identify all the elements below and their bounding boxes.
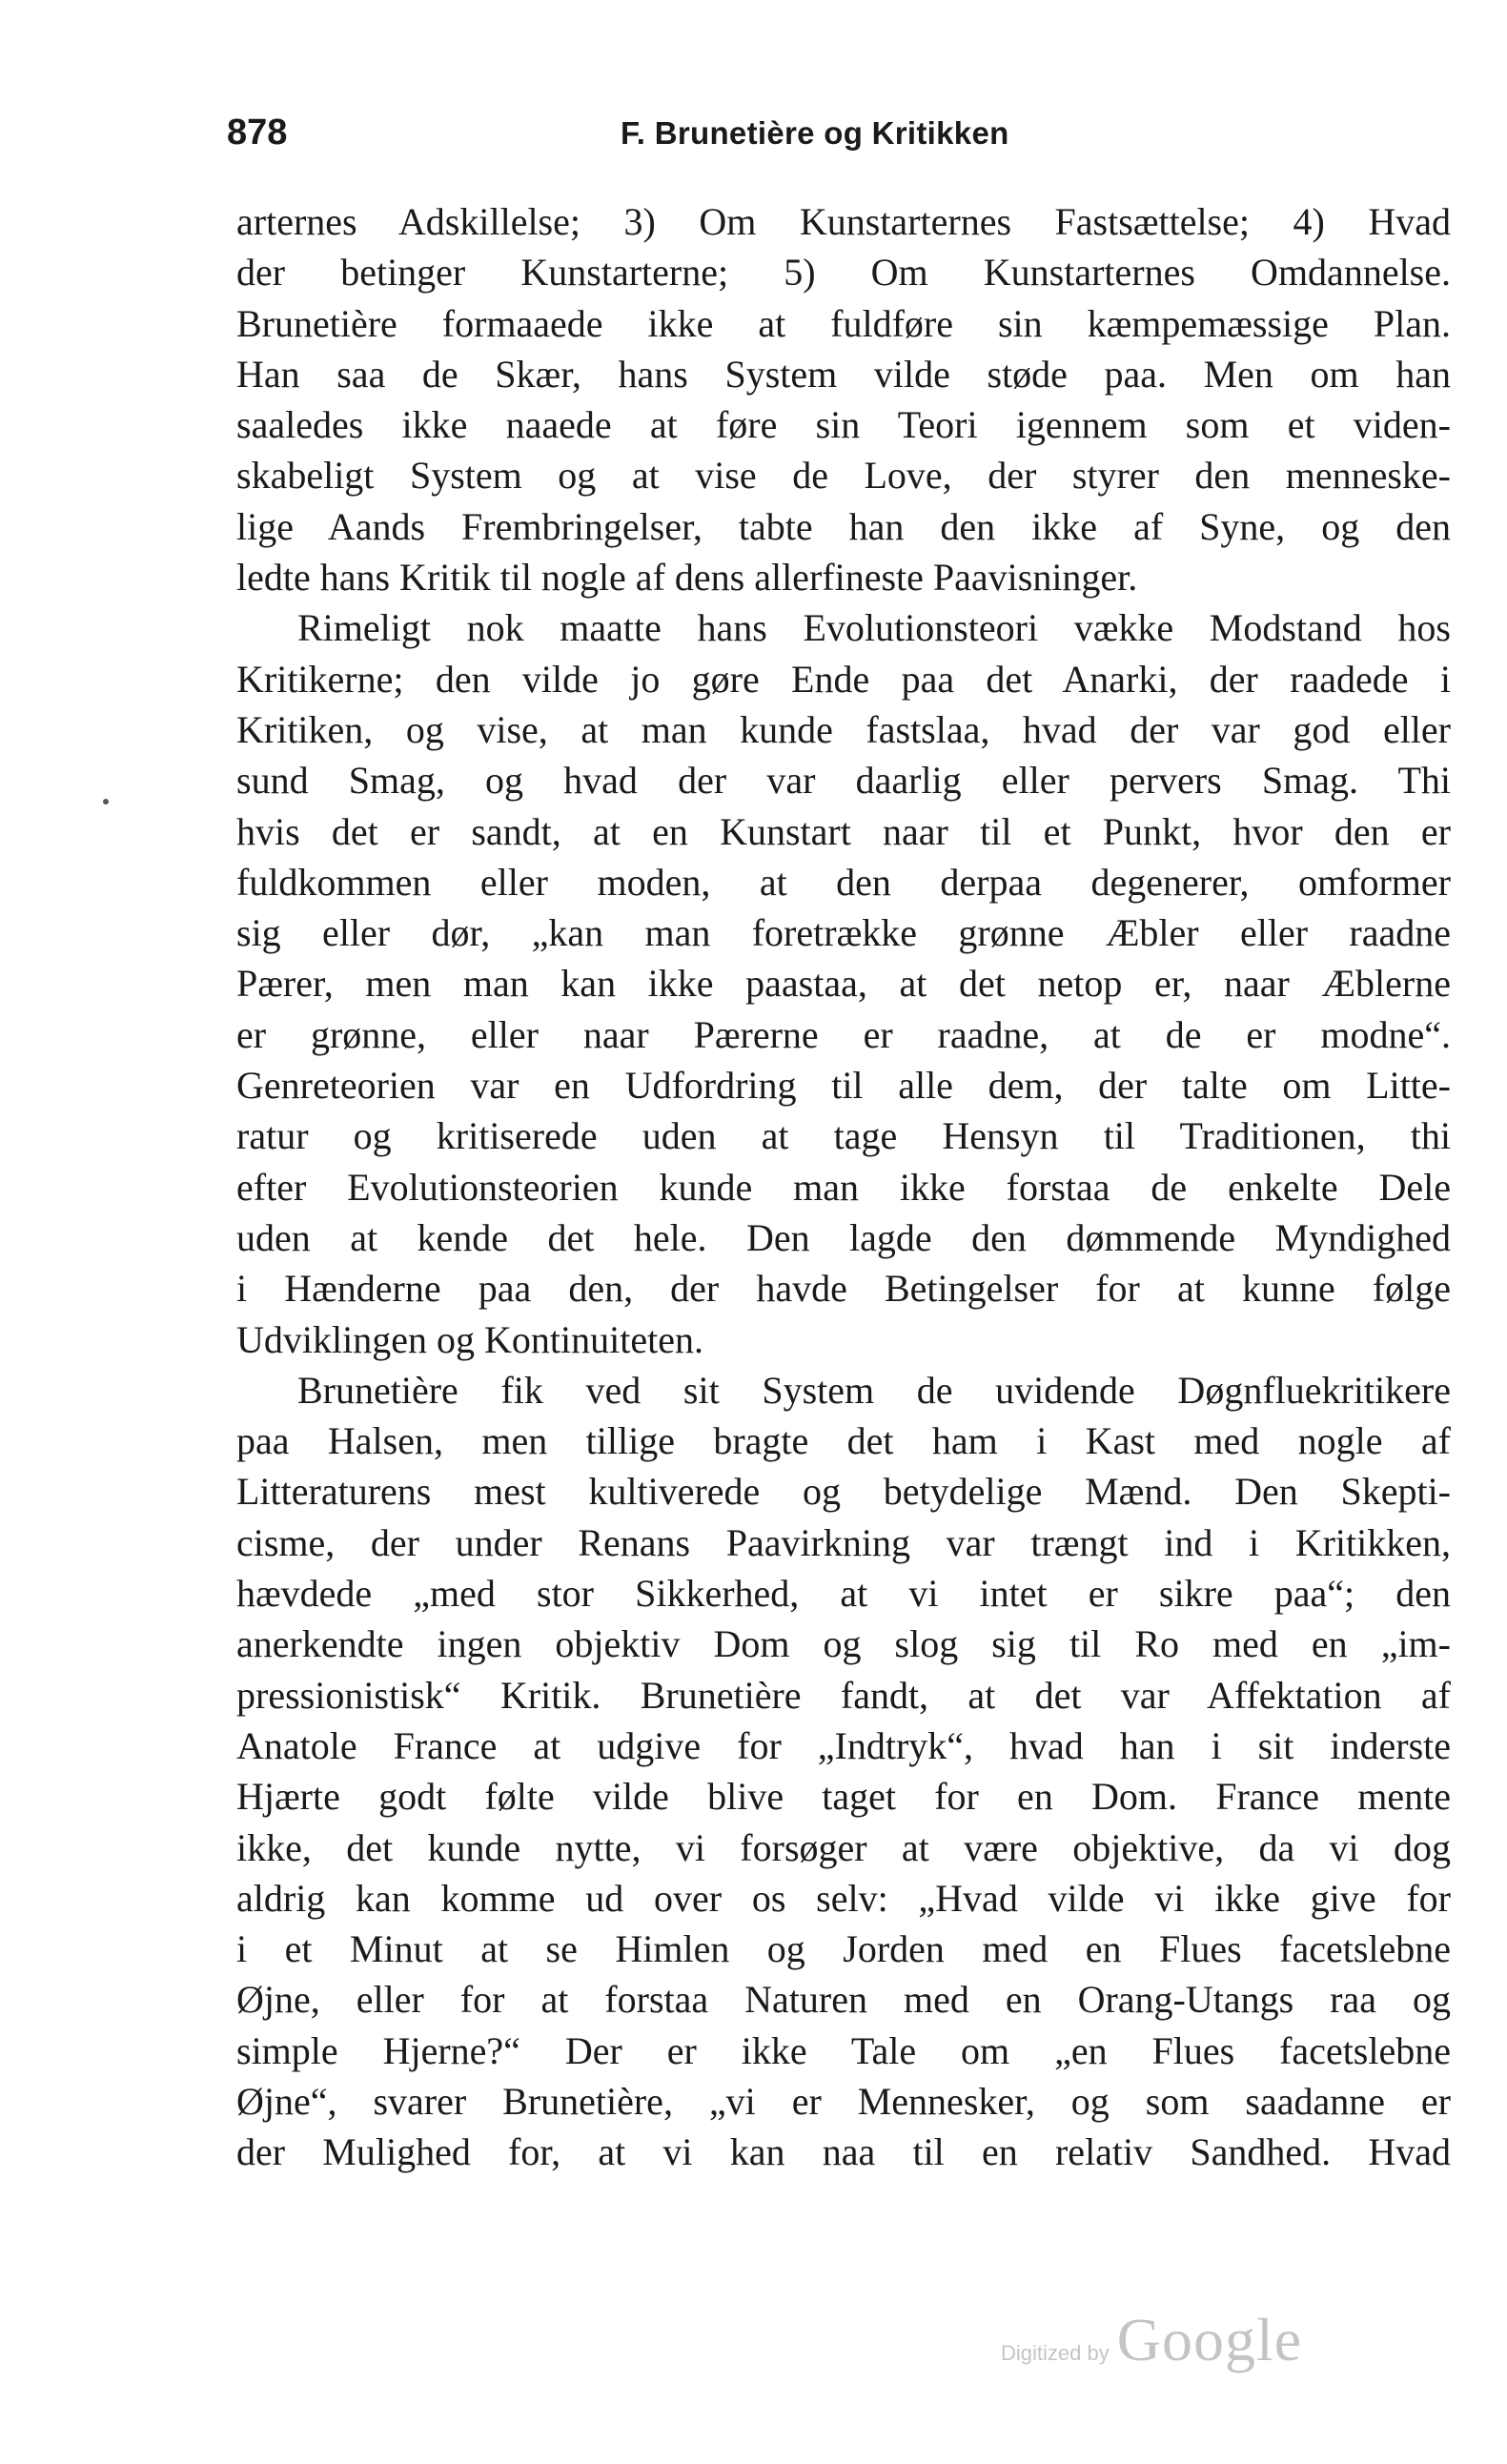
text-line: Hjærte godt følte vilde blive taget for en Dom. France mente [236, 1775, 1451, 1819]
text-line: Kritiken, og vise, at man kunde fastslaa, hvad der var god eller [236, 707, 1451, 751]
text-line: Kritikerne; den vilde jo gøre Ende paa det Anarki, der raadede i [236, 657, 1451, 701]
text-line: anerkendte ingen objektiv Dom og slog sig til Ro med en „im- [236, 1622, 1451, 1666]
text-line: lige Aands Frembringelser, tabte han den ikke af Syne, og den [236, 504, 1451, 548]
text-line: arternes Adskillelse; 3) Om Kunstarternes Fastsættelse; 4) Hvad [236, 200, 1451, 243]
text-line: hvis det er sandt, at en Kunstart naar til et Punkt, hvor den er [236, 809, 1451, 853]
page-number: 878 [227, 112, 288, 153]
text-line: i et Minut at se Himlen og Jorden med en Flues facetslebne [236, 1927, 1451, 1971]
text-line: skabeligt System og at vise de Love, der styrer den menneske- [236, 454, 1451, 498]
text-line: pressionistisk“ Kritik. Brunetière fandt, at det var Affektation af [236, 1673, 1451, 1717]
text-line: paa Halsen, men tillige bragte det ham i Kast med nogle af [236, 1419, 1451, 1463]
text-line: cisme, der under Renans Paavirkning var trængt ind i Kritikken, [236, 1520, 1451, 1564]
margin-speck [103, 799, 109, 804]
text-line: i Hænderne paa den, der havde Betingelser for at kunne følge [236, 1267, 1451, 1311]
text-line: ratur og kritiserede uden at tage Hensyn til Traditionen, thi [236, 1114, 1451, 1158]
text-line: efter Evolutionsteorien kunde man ikke forstaa de enkelte Dele [236, 1165, 1451, 1209]
text-line: fuldkommen eller moden, at den derpaa degenerer, omformer [236, 860, 1451, 904]
text-line: Anatole France at udgive for „Indtryk“, hvad han i sit inderste [236, 1723, 1451, 1767]
text-line: Han saa de Skær, hans System vilde støde paa. Men om han [236, 352, 1451, 396]
text-line: Øjne, eller for at forstaa Naturen med en Orang-Utangs raa og [236, 1978, 1451, 2022]
text-line: der betinger Kunstarterne; 5) Om Kunstarternes Omdannelse. [236, 251, 1451, 295]
text-line: er grønne, eller naar Pærerne er raadne, at de er modne“. [236, 1012, 1451, 1056]
text-line: aldrig kan komme ud over os selv: „Hvad vilde vi ikke give for [236, 1876, 1451, 1920]
text-line: Rimeligt nok maatte hans Evolutionsteori vække Modstand hos [297, 606, 1451, 650]
text-line: sig eller dør, „kan man foretrække grønne Æbler eller raadne [236, 911, 1451, 955]
digitized-watermark [1001, 2305, 1302, 2375]
text-line: Brunetière formaaede ikke at fuldføre sin kæmpemæssige Plan. [236, 301, 1451, 345]
text-line: Øjne“, svarer Brunetière, „vi er Mennesker, og som saadanne er [236, 2079, 1451, 2123]
text-line: uden at kende det hele. Den lagde den dømmende Myndighed [236, 1215, 1451, 1259]
text-line: ikke, det kunde nytte, vi forsøger at være objektive, da vi dog [236, 1825, 1451, 1869]
body-text [236, 196, 1451, 2178]
text-line: Udviklingen og Kontinuiteten. [236, 1317, 703, 1361]
text-line: Litteraturens mest kultiverede og betydelige Mænd. Den Skepti- [236, 1470, 1451, 1514]
running-head: F. Brunetière og Kritikken [621, 115, 1009, 151]
text-line: simple Hjerne?“ Der er ikke Tale om „en Flues facetslebne [236, 2028, 1451, 2072]
watermark-logo: Google [1116, 2306, 1303, 2373]
text-line: ledte hans Kritik til nogle af dens allerfineste Paavisninger. [236, 556, 1138, 600]
text-line: der Mulighed for, at vi kan naa til en relativ Sandhed. Hvad [236, 2130, 1451, 2174]
text-line: sund Smag, og hvad der var daarlig eller pervers Smag. Thi [236, 759, 1451, 803]
text-line: hævdede „med stor Sikkerhed, at vi intet er sikre paa“; den [236, 1572, 1451, 1616]
text-line: Brunetière fik ved sit System de uvidende Døgnfluekritikere [297, 1368, 1451, 1412]
text-line: Pærer, men man kan ikke paastaa, at det netop er, naar Æblerne [236, 962, 1451, 1006]
text-line: Genreteorien var en Udfordring til alle dem, der talte om Litte- [236, 1064, 1451, 1108]
text-line: saaledes ikke naaede at føre sin Teori igennem som et viden- [236, 403, 1451, 447]
watermark-prefix: Digitized by [1001, 2341, 1110, 2365]
